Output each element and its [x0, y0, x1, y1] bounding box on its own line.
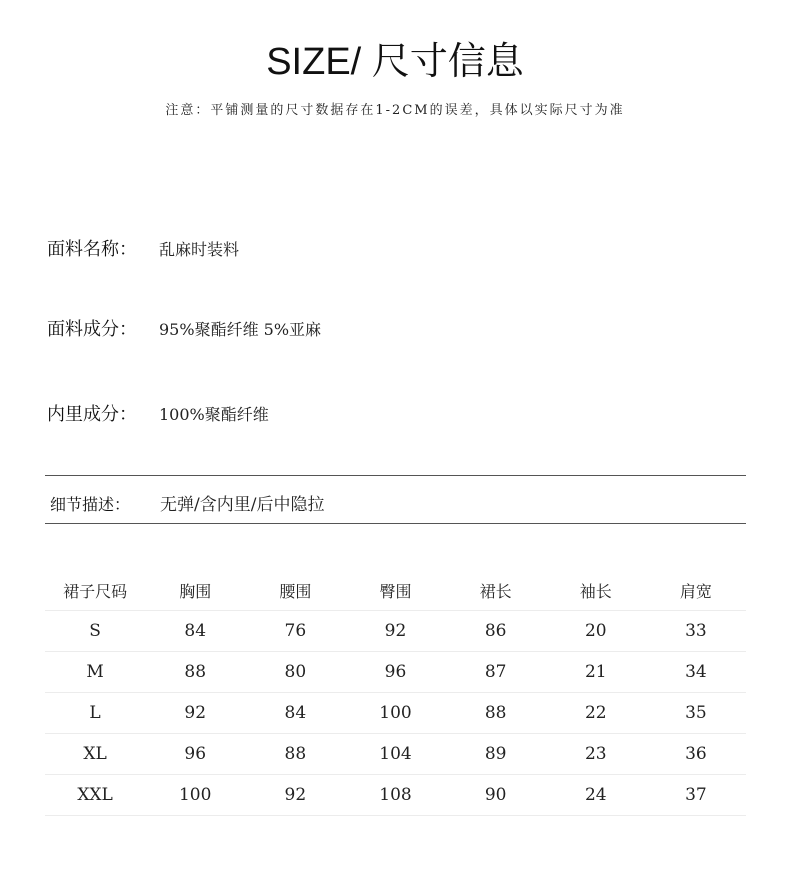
- measurement-note: 注意：平铺测量的尺寸数据存在1-2CM的误差，具体以实际尺寸为准: [165, 103, 625, 118]
- table-row: [45, 734, 746, 775]
- table-cell: L: [45, 693, 145, 734]
- lining-composition-label: 内里成分：: [47, 404, 137, 425]
- lining-composition-value: 100%聚酯纤维: [159, 405, 269, 424]
- header-cell-sleeve-length: 袖长: [546, 570, 646, 611]
- table-cell: 22: [546, 693, 646, 734]
- table-cell: 108: [345, 775, 445, 816]
- divider-top: [45, 475, 746, 476]
- table-cell: 92: [145, 693, 245, 734]
- header-cell-skirt-length: 裙长: [446, 570, 546, 611]
- table-cell: 35: [646, 693, 746, 734]
- table-cell: 76: [245, 611, 345, 652]
- table-cell: S: [45, 611, 145, 652]
- fabric-name-row: [47, 235, 239, 261]
- table-cell: 23: [546, 734, 646, 775]
- header-cell-waist: 腰围: [245, 570, 345, 611]
- size-table-header: [45, 570, 746, 611]
- header-cell-hip: 臀围: [345, 570, 445, 611]
- table-cell: XL: [45, 734, 145, 775]
- page-title: SIZE/ 尺寸信息: [266, 41, 524, 83]
- details-label: 细节描述：: [50, 495, 131, 514]
- table-cell: 92: [345, 611, 445, 652]
- table-cell: 88: [145, 652, 245, 693]
- header-cell-chest: 胸围: [145, 570, 245, 611]
- table-row: [45, 775, 746, 816]
- header-cell-shoulder-width: 肩宽: [646, 570, 746, 611]
- table-cell: 100: [345, 693, 445, 734]
- size-table: [45, 570, 746, 816]
- table-cell: 87: [446, 652, 546, 693]
- table-cell: 33: [646, 611, 746, 652]
- table-cell: 24: [546, 775, 646, 816]
- table-cell: 21: [546, 652, 646, 693]
- table-cell: 88: [245, 734, 345, 775]
- fabric-composition-value: 95%聚酯纤维 5%亚麻: [159, 320, 322, 339]
- fabric-composition-row: [47, 315, 321, 341]
- fabric-name-label: 面料名称：: [47, 239, 137, 260]
- table-cell: 92: [245, 775, 345, 816]
- table-cell: 89: [446, 734, 546, 775]
- header-cell-size: 裙子尺码: [45, 570, 145, 611]
- table-row: [45, 652, 746, 693]
- table-row: [45, 611, 746, 652]
- lining-composition-row: [47, 400, 269, 426]
- table-cell: 90: [446, 775, 546, 816]
- table-row: [45, 693, 746, 734]
- table-cell: 37: [646, 775, 746, 816]
- table-cell: 84: [145, 611, 245, 652]
- table-cell: 34: [646, 652, 746, 693]
- fabric-name-value: 乱麻时装料: [159, 240, 240, 259]
- fabric-composition-label: 面料成分：: [47, 319, 137, 340]
- table-cell: XXL: [45, 775, 145, 816]
- table-cell: 104: [345, 734, 445, 775]
- details-value: 无弹/含内里/后中隐拉: [160, 495, 325, 515]
- divider-bottom: [45, 523, 746, 524]
- table-cell: 88: [446, 693, 546, 734]
- table-cell: 80: [245, 652, 345, 693]
- table-cell: 36: [646, 734, 746, 775]
- table-cell: 96: [145, 734, 245, 775]
- table-cell: 84: [245, 693, 345, 734]
- table-cell: 86: [446, 611, 546, 652]
- details-row: [50, 490, 324, 515]
- table-cell: 20: [546, 611, 646, 652]
- table-cell: 100: [145, 775, 245, 816]
- table-cell: M: [45, 652, 145, 693]
- table-cell: 96: [345, 652, 445, 693]
